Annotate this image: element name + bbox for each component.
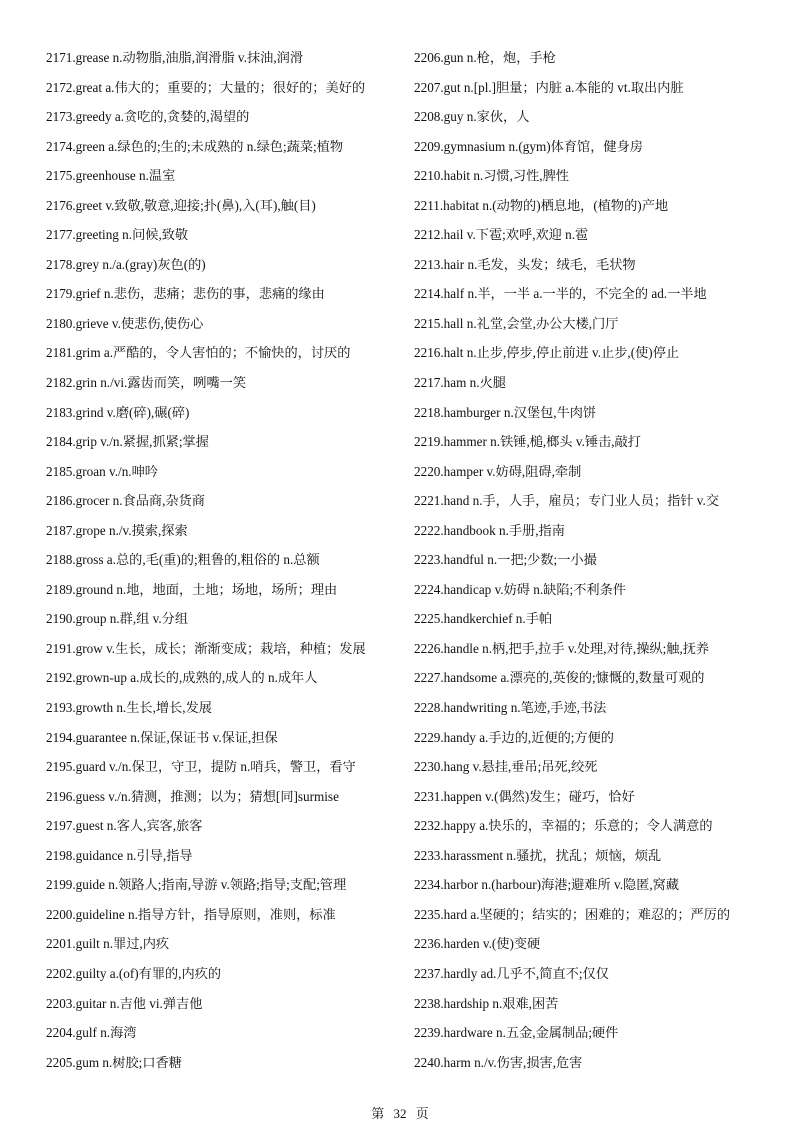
vocab-entry: 2209.gymnasium n.(gym)体育馆，健身房 [414, 138, 643, 154]
vocab-entry: 2202.guilty a.(of)有罪的,内疚的 [46, 965, 222, 981]
vocab-entry: 2223.handful n.一把;少数;一小撮 [414, 552, 597, 568]
vocab-entry: 2229.handy a.手边的,近便的;方便的 [414, 729, 614, 745]
vocab-column-right [414, 43, 764, 1077]
vocab-entry: 2206.gun n.枪，炮，手枪 [414, 50, 556, 65]
vocab-entry: 2219.hammer n.铁锤,槌,榔头 v.锤击,敲打 [414, 434, 641, 450]
vocab-entry: 2215.hall n.礼堂,会堂,办公大楼,门厅 [414, 315, 619, 331]
vocab-entry: 2217.ham n.火腿 [414, 375, 506, 391]
vocab-entry: 2190.group n.群,组 v.分组 [46, 611, 189, 627]
vocab-entry: 2180.grieve v.使悲伤,使伤心 [46, 315, 204, 331]
vocab-entry: 2197.guest n.客人,宾客,旅客 [46, 818, 203, 834]
vocab-entry: 2192.grown-up a.成长的,成熟的,成人的 n.成年人 [46, 670, 318, 686]
vocab-entry: 2174.green a.绿色的;生的;未成熟的 n.绿色;蔬菜;植物 [46, 138, 344, 154]
vocab-entry: 2195.guard v./n.保卫，守卫，提防 n.哨兵，警卫，看守 [46, 759, 356, 775]
vocab-entry: 2203.guitar n.吉他 vi.弹吉他 [46, 995, 203, 1011]
vocab-entry: 2191.grow v.生长，成长；渐渐变成；栽培，种植；发展 [46, 640, 366, 656]
vocab-entry: 2194.guarantee n.保证,保证书 v.保证,担保 [46, 729, 278, 745]
vocab-entry: 2179.grief n.悲伤，悲痛；悲伤的事，悲痛的缘由 [46, 286, 325, 302]
vocab-entry: 2205.gum n.树胶;口香糖 [46, 1054, 182, 1070]
vocab-entry: 2183.grind v.磨(碎),碾(碎) [46, 404, 190, 420]
vocab-entry: 2184.grip v./n.紧握,抓紧;掌握 [46, 434, 209, 450]
vocab-entry: 2216.halt n.止步,停步,停止前进 v.止步,(使)停止 [414, 345, 680, 361]
vocab-entry: 2200.guideline n.指导方针，指导原则，准则，标准 [46, 906, 336, 922]
vocab-entry: 2176.greet v.致敬,敬意,迎接;扑(鼻),入(耳),触(目) [46, 197, 316, 213]
vocab-entry: 2214.half n.半，一半 a.一半的，不完全的 ad.一半地 [414, 286, 707, 302]
vocab-entry: 2201.guilt n.罪过,内疚 [46, 936, 170, 952]
vocab-entry: 2211.habitat n.(动物的)栖息地，(植物的)产地 [414, 197, 669, 213]
vocab-entry: 2177.greeting n.问候,致敬 [46, 227, 189, 243]
vocab-entry: 2181.grim a.严酷的，令人害怕的；不愉快的，讨厌的 [46, 345, 351, 361]
vocab-entry: 2228.handwriting n.笔迹,手迹,书法 [414, 700, 607, 716]
vocab-entry: 2207.gut n.[pl.]胆量；内脏 a.本能的 vt.取出内脏 [414, 79, 684, 95]
vocab-entry: 2173.greedy a.贪吃的,贪婪的,渴望的 [46, 109, 250, 125]
vocab-entry: 2222.handbook n.手册,指南 [414, 522, 565, 538]
vocab-entry: 2204.gulf n.海湾 [46, 1025, 137, 1041]
vocab-entry: 2233.harassment n.骚扰，扰乱；烦恼，烦乱 [414, 847, 662, 863]
vocab-entry: 2187.grope n./v.摸索,探索 [46, 522, 188, 538]
vocab-entry: 2208.guy n.家伙，人 [414, 109, 530, 125]
vocab-entry: 2213.hair n.毛发，头发；绒毛，毛状物 [414, 256, 636, 272]
vocab-entry: 2196.guess v./n.猜测，推测；以为；猜想[同]surmise [46, 788, 339, 804]
vocab-entry: 2199.guide n.领路人;指南,导游 v.领路;指导;支配;管理 [46, 877, 347, 893]
vocab-entry: 2212.hail v.下雹;欢呼,欢迎 n.雹 [414, 227, 589, 243]
vocab-entry: 2238.hardship n.艰难,困苦 [414, 995, 559, 1011]
vocab-entry: 2240.harm n./v.伤害,损害,危害 [414, 1054, 583, 1070]
vocab-entry: 2224.handicap v.妨碍 n.缺陷;不利条件 [414, 581, 626, 597]
vocab-entry: 2235.hard a.坚硬的；结实的；困难的；难忍的；严厉的 [414, 906, 731, 922]
vocab-entry: 2189.ground n.地，地面，土地；场地，场所；理由 [46, 581, 338, 597]
vocab-entry: 2188.gross a.总的,毛(重)的;粗鲁的,粗俗的 n.总额 [46, 552, 320, 568]
vocab-entry: 2218.hamburger n.汉堡包,牛肉饼 [414, 404, 597, 420]
vocab-entry: 2227.handsome a.漂亮的,英俊的;慷慨的,数量可观的 [414, 670, 705, 686]
vocab-entry: 2182.grin n./vi.露齿而笑，咧嘴一笑 [46, 375, 247, 391]
vocab-entry: 2221.hand n.手，人手，雇员；专门业人员；指针 v.交 [414, 493, 720, 509]
vocab-entry: 2226.handle n.柄,把手,拉手 v.处理,对待,操纵;触,抚养 [414, 640, 710, 656]
vocab-entry: 2186.grocer n.食品商,杂货商 [46, 493, 205, 509]
footer-suffix: 页 [415, 1106, 429, 1121]
vocab-entry: 2193.growth n.生长,增长,发展 [46, 700, 212, 716]
vocab-entry: 2225.handkerchief n.手帕 [414, 611, 553, 627]
vocab-entry: 2220.hamper v.妨碍,阻碍,牵制 [414, 463, 582, 479]
vocab-entry: 2185.groan v./n.呻吟 [46, 463, 158, 479]
vocab-entry: 2230.hang v.悬挂,垂吊;吊死,绞死 [414, 759, 598, 775]
vocab-entry: 2234.harbor n.(harbour)海港;避难所 v.隐匿,窝藏 [414, 877, 680, 893]
vocab-entry: 2237.hardly ad.几乎不,简直不;仅仅 [414, 965, 609, 981]
page-number: 32 [393, 1106, 407, 1121]
vocab-entry: 2210.habit n.习惯,习性,脾性 [414, 168, 569, 184]
page-footer [0, 1103, 800, 1122]
vocab-entry: 2232.happy a.快乐的，幸福的；乐意的；令人满意的 [414, 818, 713, 834]
vocab-entry: 2171.grease n.动物脂,油脂,润滑脂 v.抹油,润滑 [46, 50, 304, 65]
vocab-entry: 2239.hardware n.五金,金属制品;硬件 [414, 1025, 619, 1041]
vocab-entry: 2231.happen v.(偶然)发生；碰巧，恰好 [414, 788, 635, 804]
vocab-entry: 2175.greenhouse n.温室 [46, 168, 176, 184]
vocab-entry: 2236.harden v.(使)变硬 [414, 936, 541, 952]
vocab-entry: 2198.guidance n.引导,指导 [46, 847, 193, 863]
footer-prefix: 第 [371, 1106, 385, 1121]
vocab-entry: 2178.grey n./a.(gray)灰色(的) [46, 256, 206, 272]
vocab-entry: 2172.great a.伟大的；重要的；大量的；很好的；美好的 [46, 79, 366, 95]
vocab-column-left [46, 43, 406, 1077]
